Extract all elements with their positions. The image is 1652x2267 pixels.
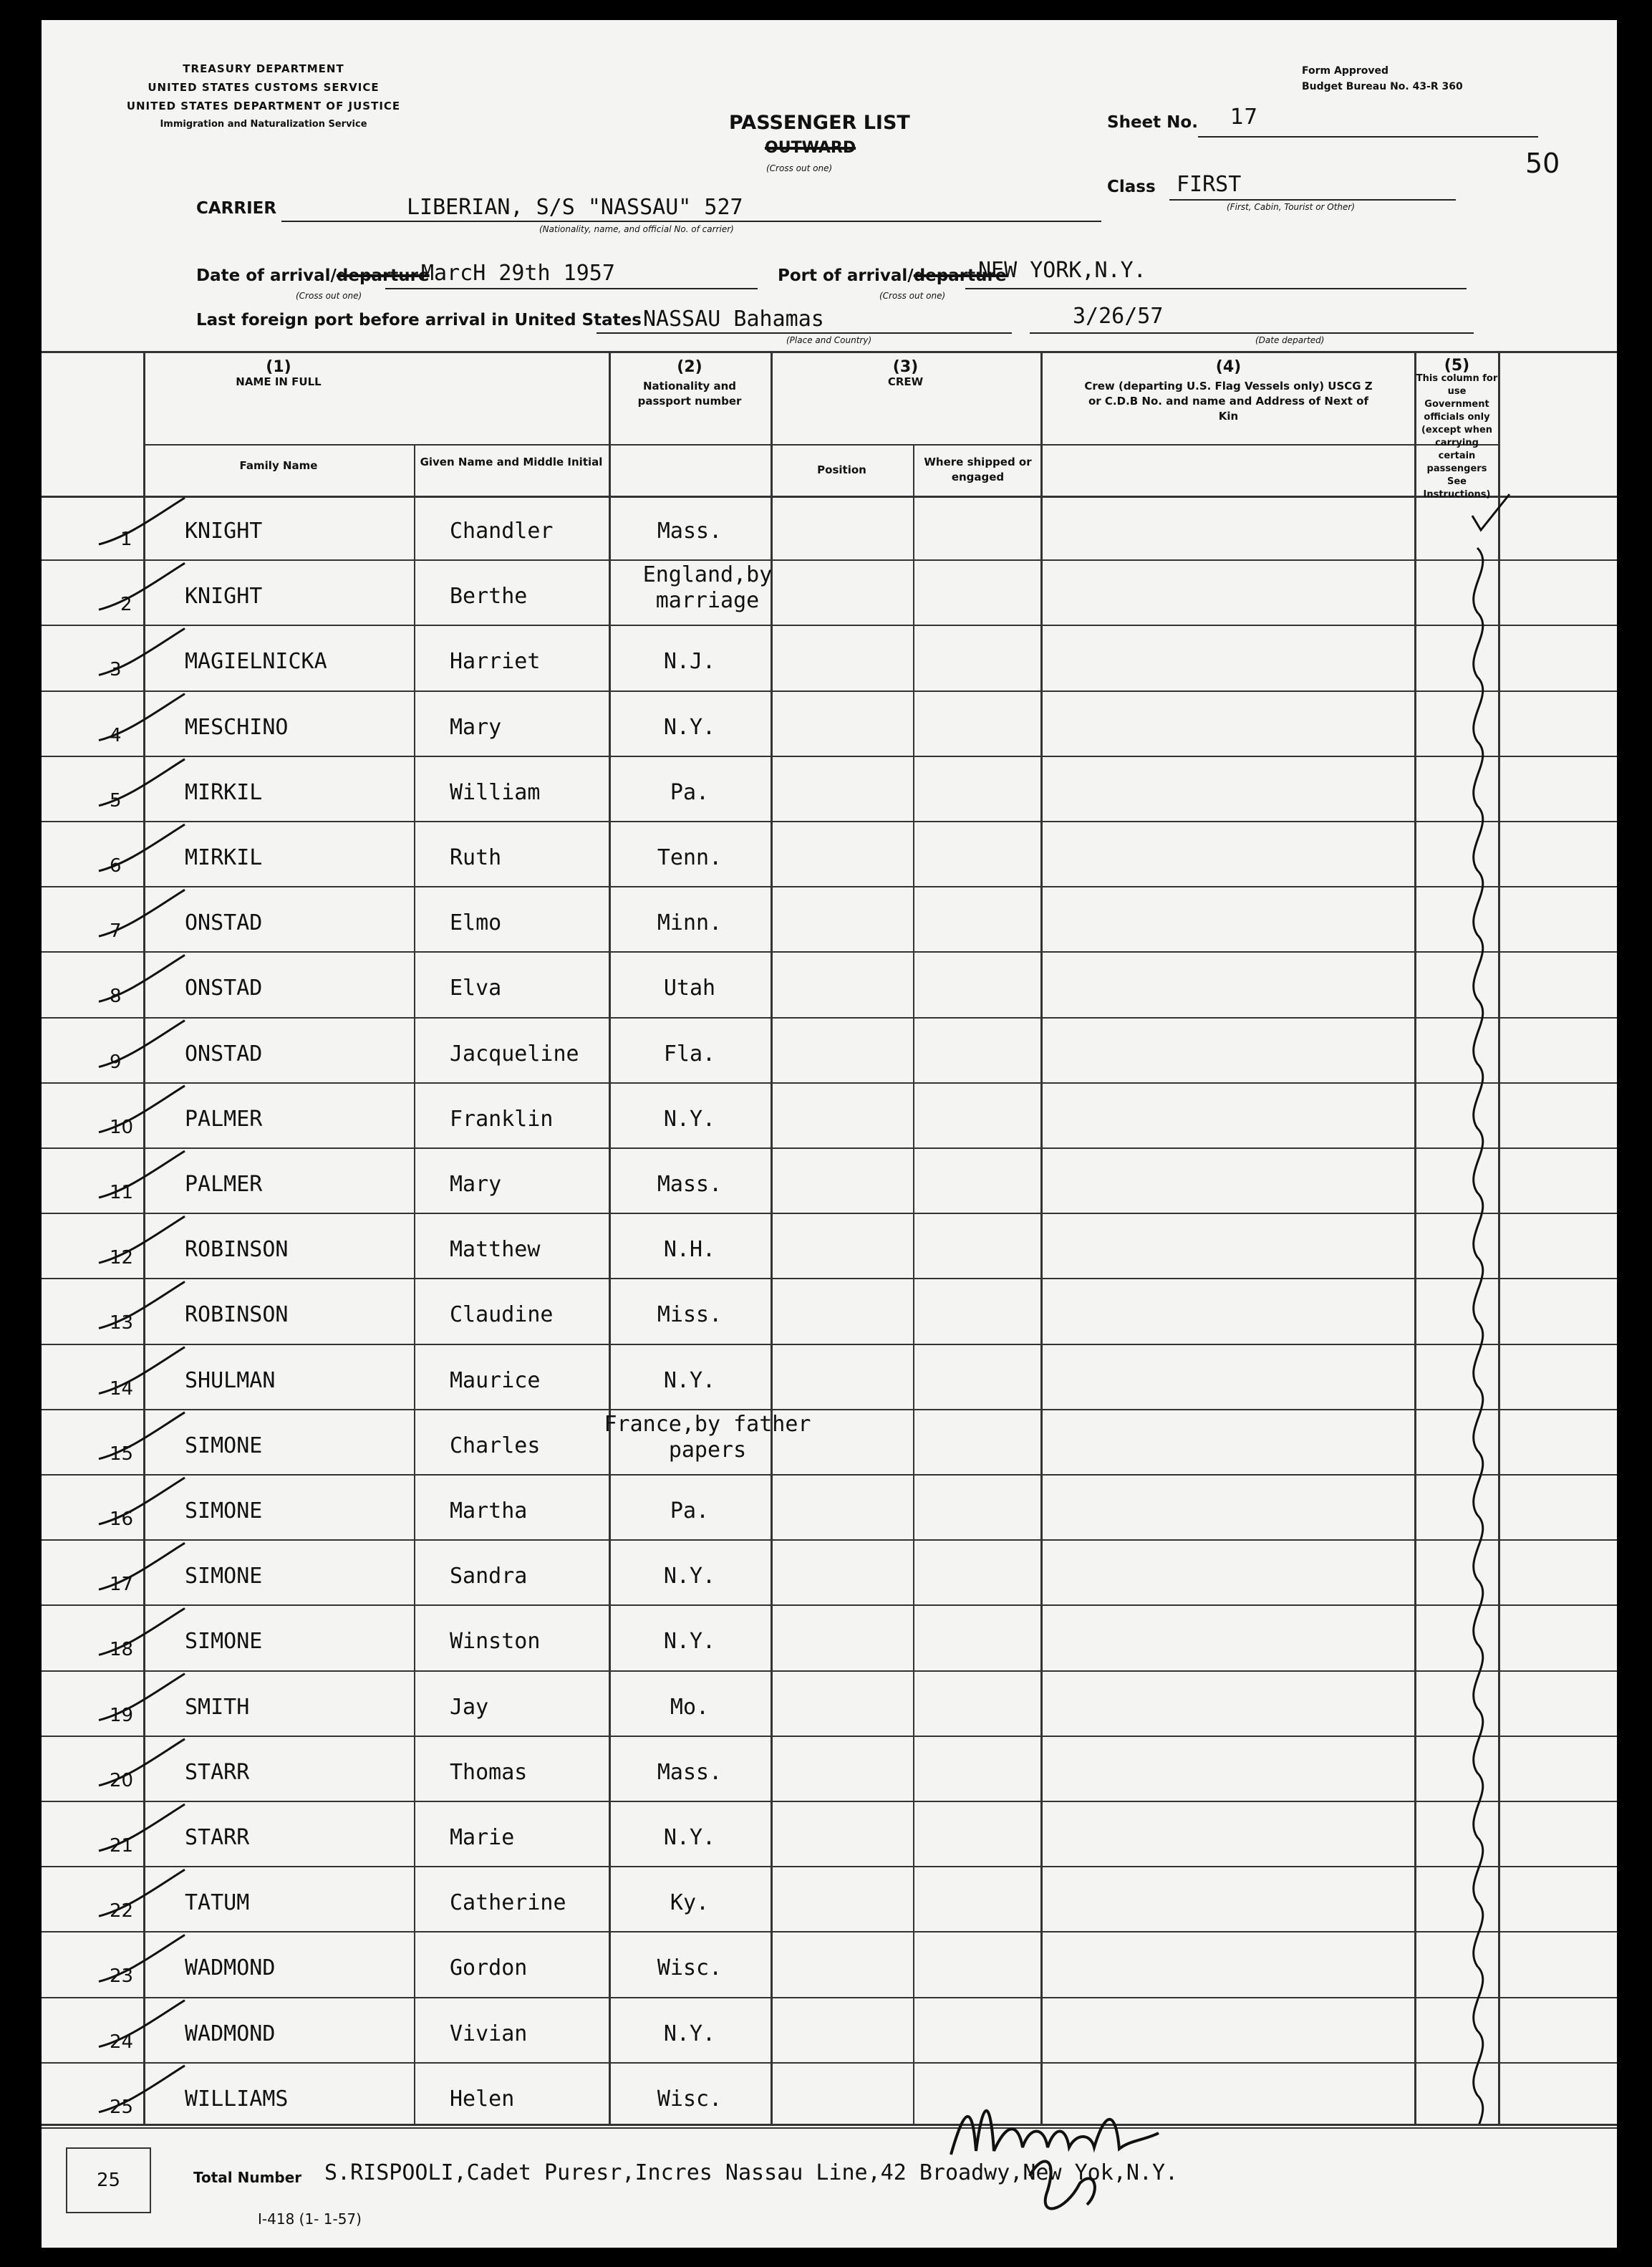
col5-title: This column for use Government officials only (except when carrying certain passengers See Instructions) (1416, 373, 1498, 500)
row-number: 16 (110, 1508, 134, 1530)
given-name: Elva (450, 976, 502, 1001)
given-name: Winston (450, 1629, 541, 1655)
family-name: SHULMAN (185, 1367, 276, 1393)
given-name: Harriet (450, 649, 541, 675)
family-name: TATUM (185, 1890, 250, 1916)
passenger-table (42, 351, 1617, 2124)
family-name: ROBINSON (185, 1302, 289, 1328)
given-name: Vivian (450, 2021, 528, 2046)
given-name: Martha (450, 1498, 528, 1524)
agency-block (84, 59, 443, 134)
tick-stroke-icon (99, 694, 185, 741)
family-name: SIMONE (185, 1564, 263, 1589)
family-name: SMITH (185, 1694, 250, 1720)
nationality: France,by father papers (604, 1411, 811, 1463)
nationality: Tenn. (657, 845, 723, 870)
nationality: Minn. (657, 910, 723, 936)
given-name: Matthew (450, 1237, 541, 1263)
row-number: 7 (110, 920, 122, 943)
family-name: PALMER (185, 1172, 263, 1197)
col1-title: NAME IN FULL (236, 375, 322, 388)
row-number: 2 (120, 594, 132, 616)
family-name: WADMOND (185, 1955, 276, 1981)
family-name: SIMONE (185, 1498, 263, 1524)
agency-line: UNITED STATES CUSTOMS SERVICE (148, 81, 380, 94)
col3-title: CREW (887, 375, 924, 388)
given-name: Elmo (450, 910, 502, 936)
row-number: 1 (120, 529, 132, 550)
port-value: NEW YORK,N.Y. (978, 258, 1146, 283)
col1-number: (1) (266, 358, 291, 376)
sheet-label: Sheet No. (1107, 113, 1198, 132)
row-number: 3 (110, 659, 122, 681)
tick-stroke-icon (99, 1543, 185, 1589)
row-number: 15 (110, 1443, 134, 1465)
last-port-value: NASSAU Bahamas (643, 307, 824, 332)
tick-stroke-icon (99, 1151, 185, 1198)
nationality: Wisc. (657, 2086, 723, 2112)
row-number: 19 (110, 1704, 134, 1726)
last-port-note: (Place and Country) (786, 335, 872, 345)
family-name: WADMOND (185, 2021, 276, 2046)
family-name: ROBINSON (185, 1237, 289, 1263)
tick-stroke-icon (99, 1935, 185, 1981)
given-name: Berthe (450, 584, 528, 610)
family-name: KNIGHT (185, 519, 263, 544)
given-name: Ruth (450, 845, 502, 870)
tick-stroke-icon (99, 890, 185, 936)
row-number: 4 (110, 724, 122, 746)
nationality: N.Y. (663, 1564, 716, 1589)
row-number: 17 (110, 1574, 134, 1596)
given-name: Chandler (450, 519, 554, 544)
sheet-no: 17 (1230, 105, 1258, 130)
handwritten-signature-icon (922, 2083, 1180, 2226)
row-number: 11 (110, 1182, 134, 1203)
nationality: N.J. (663, 649, 716, 675)
given-name: Gordon (450, 1955, 528, 1981)
given-name: Helen (450, 2086, 515, 2112)
tick-stroke-icon (99, 1021, 185, 1067)
family-name: KNIGHT (185, 584, 263, 610)
given-name: Maurice (450, 1367, 541, 1393)
row-number: 13 (110, 1312, 134, 1334)
date-departed-underline (1030, 332, 1474, 334)
port-label-text: Port of arrival/ (778, 266, 914, 285)
tick-stroke-icon (99, 628, 185, 675)
col3-number: (3) (892, 358, 919, 376)
given-name-header: Given Name and Middle Initial (420, 456, 603, 468)
budget-bureau: Budget Bureau No. 43-R 360 (1302, 81, 1463, 92)
carrier-underline (281, 221, 1101, 222)
family-name: WILLIAMS (185, 2086, 289, 2112)
tick-stroke-icon (99, 1412, 185, 1459)
col5-number: (5) (1444, 357, 1470, 375)
given-name: Mary (450, 1172, 502, 1197)
given-name: Marie (450, 1825, 515, 1850)
nationality: Ky. (670, 1890, 710, 1916)
col4-title: Crew (departing U.S. Flag Vessels only) USCG Z or C.D.B No. and name and Address of Next of Kin (1084, 380, 1373, 423)
row-number: 22 (110, 1900, 134, 1922)
tick-stroke-icon (99, 563, 185, 610)
handwritten-marks (42, 351, 1617, 2124)
verification-squiggle-icon (1474, 548, 1483, 2124)
family-name: MAGIELNICKA (185, 649, 327, 675)
row-number: 5 (110, 789, 122, 812)
nationality: Utah (663, 976, 716, 1001)
given-name: Claudine (450, 1302, 554, 1328)
row-number: 23 (110, 1965, 134, 1988)
date-underline (385, 288, 758, 289)
row-number: 9 (110, 1051, 122, 1073)
tick-stroke-icon (99, 2066, 185, 2112)
family-name: MIRKIL (185, 779, 263, 805)
nationality: N.Y. (663, 2021, 716, 2046)
tick-stroke-icon (99, 1608, 185, 1655)
family-name: STARR (185, 1825, 250, 1850)
nationality: N.Y. (663, 1367, 716, 1393)
tick-stroke-icon (99, 955, 185, 1001)
col2-title: Nationality and passport number (637, 380, 742, 408)
form-number: I-418 (1- 1-57) (258, 2210, 362, 2228)
tick-marks (99, 498, 185, 2112)
tick-stroke-icon (99, 824, 185, 871)
date-label-text: Date of arrival/ (196, 266, 337, 285)
date-struck: departure (336, 266, 430, 285)
family-name: STARR (185, 1759, 250, 1785)
port-underline (965, 288, 1467, 289)
total-number-label: Total Number (193, 2169, 302, 2186)
family-name: MIRKIL (185, 845, 263, 870)
tick-stroke-icon (99, 1281, 185, 1328)
family-name: PALMER (185, 1106, 263, 1132)
tick-stroke-icon (99, 1739, 185, 1786)
nationality: N.Y. (663, 1825, 716, 1850)
title-struck: OUTWARD (765, 139, 856, 157)
given-name: Sandra (450, 1564, 528, 1589)
date-cross-out-note: (Cross out one) (296, 291, 362, 301)
nationality: Pa. (670, 1498, 710, 1524)
row-number: 21 (110, 1835, 134, 1857)
nationality: Mass. (657, 1172, 723, 1197)
class-label: Class (1107, 178, 1156, 196)
nationality: N.Y. (663, 714, 716, 740)
tick-stroke-icon (99, 1869, 185, 1916)
nationality: N.H. (663, 1237, 716, 1263)
agency-line: Immigration and Naturalization Service (160, 119, 367, 130)
row-number: 12 (110, 1247, 134, 1269)
row-number: 25 (110, 2096, 134, 2118)
tick-stroke-icon (99, 1347, 185, 1394)
date-departed-note: (Date departed) (1255, 335, 1325, 345)
row-number: 10 (110, 1116, 134, 1138)
col4-number: (4) (1215, 358, 1242, 376)
carrier-value: LIBERIAN, S/S "NASSAU" 527 (407, 195, 743, 220)
position-header: Position (817, 463, 866, 476)
passenger-list-form (42, 20, 1617, 2248)
date-value: MarcH 29th 1957 (421, 261, 615, 286)
agency-line: TREASURY DEPARTMENT (183, 62, 344, 75)
tick-stroke-icon (99, 1086, 185, 1132)
row-number: 14 (110, 1377, 134, 1400)
tick-stroke-icon (99, 1478, 185, 1524)
title-cross-out-note: (Cross out one) (766, 163, 833, 173)
nationality: Miss. (657, 1302, 723, 1328)
tick-stroke-icon (99, 1804, 185, 1851)
tick-stroke-icon (99, 2001, 185, 2047)
family-name: ONSTAD (185, 910, 263, 936)
family-name: ONSTAD (185, 976, 263, 1001)
carrier-note: (Nationality, name, and official No. of carrier) (539, 224, 734, 234)
class-note: (First, Cabin, Tourist or Other) (1227, 202, 1356, 212)
total-number-value: 25 (96, 2170, 121, 2191)
given-name: Catherine (450, 1890, 566, 1916)
given-name: Jay (450, 1694, 489, 1720)
family-name: SIMONE (185, 1629, 263, 1655)
row-number: 24 (110, 2031, 134, 2053)
port-struck: departure (913, 266, 1007, 285)
nationality: N.Y. (663, 1629, 716, 1655)
nationality: Mass. (657, 519, 723, 544)
given-name: Thomas (450, 1759, 528, 1785)
nationality: Mo. (670, 1694, 710, 1720)
given-name: Franklin (450, 1106, 554, 1132)
nationality: Pa. (670, 779, 710, 805)
signature-line: S.RISPOOLI,Cadet Puresr,Incres Nassau Line,42 Broadwy,New Yok,N.Y. (324, 2160, 1179, 2185)
family-name-header: Family Name (239, 459, 318, 472)
tick-stroke-icon (99, 498, 185, 544)
nationality: N.Y. (663, 1106, 716, 1132)
given-name: Mary (450, 714, 502, 740)
carrier-label: CARRIER (196, 199, 277, 218)
date-departed-value: 3/26/57 (1073, 304, 1164, 329)
form-approved: Form Approved (1302, 65, 1389, 77)
row-number: 8 (110, 986, 122, 1008)
last-port-underline (596, 332, 1012, 334)
agency-line: UNITED STATES DEPARTMENT OF JUSTICE (126, 100, 401, 112)
tick-stroke-icon (99, 759, 185, 806)
nationality: Fla. (663, 1041, 716, 1067)
date-label (196, 266, 430, 285)
page-title: PASSENGER LIST (729, 112, 910, 134)
sheet-underline (1198, 136, 1538, 138)
nationality: Wisc. (657, 1955, 723, 1981)
family-name: SIMONE (185, 1433, 263, 1458)
form-approved-block (1302, 63, 1463, 95)
port-label (778, 266, 1006, 285)
where-shipped-header: Where shipped or engaged (924, 456, 1032, 483)
row-number: 6 (110, 855, 122, 877)
row-number: 18 (110, 1639, 134, 1661)
corner-number: 50 (1525, 148, 1560, 179)
total-number-box (66, 2147, 151, 2213)
given-name: Charles (450, 1433, 541, 1458)
nationality: Mass. (657, 1759, 723, 1785)
check-mark-icon (1472, 494, 1509, 530)
family-name: ONSTAD (185, 1041, 263, 1067)
family-name: MESCHINO (185, 714, 289, 740)
class-value: FIRST (1177, 172, 1242, 197)
nationality: England,by marriage (642, 562, 773, 614)
given-name: Jacqueline (450, 1041, 579, 1067)
row-number: 20 (110, 1769, 134, 1791)
class-underline (1169, 199, 1456, 201)
last-port-label: Last foreign port before arrival in United States (196, 311, 642, 329)
given-name: William (450, 779, 541, 805)
col2-number: (2) (677, 358, 702, 376)
tick-stroke-icon (99, 1674, 185, 1720)
tick-stroke-icon (99, 1216, 185, 1263)
port-cross-out-note: (Cross out one) (879, 291, 946, 301)
